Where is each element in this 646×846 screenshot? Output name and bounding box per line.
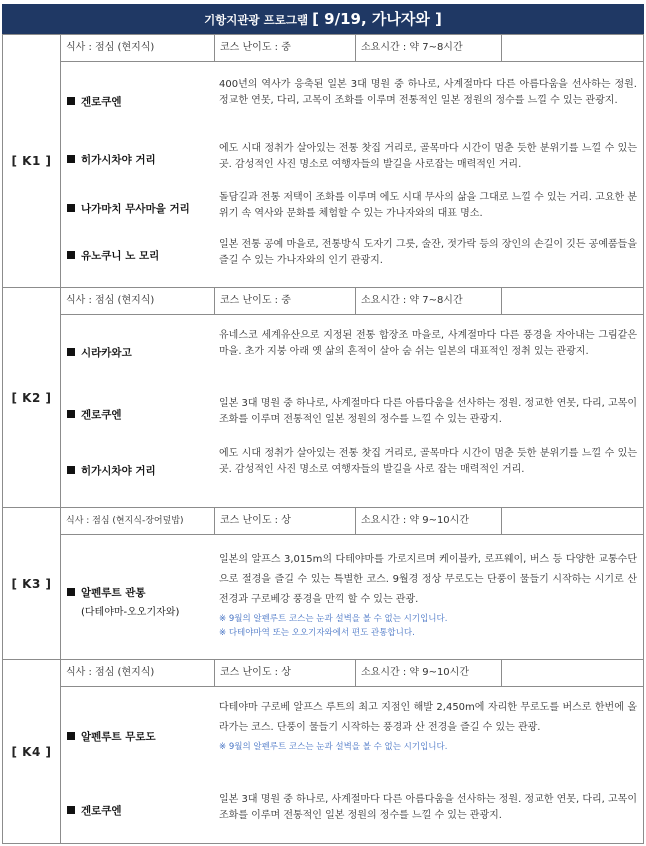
- list-item: [61, 326, 643, 378]
- list-item: [61, 696, 643, 776]
- item-description: 일본 전통 공예 마을로, 전통방식 도자기 그릇, 술잔, 젓가락 등의 장인의 손길이 깃든 공예품들을 즐길 수 있는 가나자와의 인기 관광지.: [219, 239, 637, 266]
- item-description: 일본 3대 명원 중 하나로, 사계절마다 다른 아름다움을 선사하는 정원. 정교한 연못, 다리, 고목이 조화를 이루며 전통적인 일본 정원의 정수를 느낄 수 있는 관광지.: [219, 398, 637, 425]
- item-name: 알펜루트 관통 (다테야마-오오기자와): [67, 546, 217, 656]
- item-description: 유네스코 세계유산으로 지정된 전통 합장조 마을로, 사계절마다 다른 풍경을 자아내는 그림같은 마을. 초가 지붕 아래 옛 삶의 흔적이 살아 숨 쉬는 일본의 대표적인 정취 있는 관광지.: [219, 330, 637, 357]
- item-name: 나가마치 무사마을 거리: [67, 188, 217, 228]
- course-block-k2: [2, 288, 644, 508]
- meal-info: 식사 : 점심 (현지식): [61, 660, 215, 686]
- item-description: 에도 시대 정취가 살아있는 전통 찻집 거리로, 골목마다 시간이 멈춘 듯한 분위기를 느낄 수 있는 곳. 감성적인 사진 명소로 여행자들의 발길을 사로 잡는 매력적인 거리.: [219, 448, 637, 475]
- list-item: [61, 75, 643, 127]
- item-subname: (다테야마-오오기자와): [81, 606, 180, 618]
- bullet-icon: [67, 732, 75, 740]
- course-block-k4: [2, 660, 644, 844]
- item-description: 에도 시대 정취가 살아있는 전통 찻집 거리로, 골목마다 시간이 멈춘 듯한 분위기를 느낄 수 있는 곳. 감성적인 사진 명소로 여행자들의 발길을 사로잡는 매력적인 거리.: [219, 143, 637, 170]
- bullet-icon: [67, 348, 75, 356]
- item-name: 히가시차야 거리: [67, 139, 217, 179]
- item-note: ※ 9월의 알펜루트 코스는 눈과 설벽을 볼 수 없는 시기입니다.: [219, 614, 448, 624]
- duration-info: 소요시간 : 약 9~10시간: [356, 660, 502, 686]
- difficulty-info: 코스 난이도 : 상: [215, 508, 356, 534]
- meal-info: 식사 : 점심 (현지식): [61, 35, 215, 61]
- item-description: 다테야마 구로베 알프스 루트의 최고 지점인 해발 2,450m에 자리한 무로도를 버스로 한번에 올라가는 코스. 단풍이 물들기 시작하는 풍경과 산 전경을 즐길 수 있는 관광. ※ 9월의 알펜루트 코스는 눈과 설벽을 볼 수 없는 시기입니다.: [219, 702, 637, 752]
- list-item: [61, 394, 643, 434]
- title-main: [ 9/19, 가나자와 ]: [312, 10, 442, 28]
- course-info-row: [61, 508, 643, 535]
- item-name: 겐로쿠엔: [67, 75, 217, 127]
- course-info-row: [61, 288, 643, 315]
- item-note: ※ 다테야마역 또는 오오기자와에서 편도 관통합니다.: [219, 628, 415, 638]
- list-item: [61, 546, 643, 656]
- bullet-icon: [67, 251, 75, 259]
- item-name: 히가시차야 거리: [67, 444, 217, 496]
- item-description: 일본 3대 명원 중 하나로, 사계절마다 다른 아름다움을 선사하는 정원. 정교한 연못, 다리, 고목이 조화를 이루며 전통적인 일본 정원의 정수를 느낄 수 있는 관광지.: [219, 794, 637, 821]
- item-note: ※ 9월의 알펜루트 코스는 눈과 설벽을 볼 수 없는 시기입니다.: [219, 742, 448, 752]
- duration-info: 소요시간 : 약 7~8시간: [356, 35, 502, 61]
- list-item: [61, 790, 643, 830]
- course-label: [ K4 ]: [3, 660, 61, 843]
- meal-info: 식사 : 점심 (현지식-장어덮밥): [61, 508, 215, 534]
- item-name: 알펜루트 무로도: [67, 696, 217, 776]
- duration-info: 소요시간 : 약 9~10시간: [356, 508, 502, 534]
- difficulty-info: 코스 난이도 : 중: [215, 288, 356, 314]
- course-block-k1: [2, 34, 644, 288]
- list-item: [61, 188, 643, 228]
- item-name: 시라카와고: [67, 326, 217, 378]
- list-item: [61, 235, 643, 275]
- item-name: 유노쿠니 노 모리: [67, 235, 217, 275]
- course-label: [ K3 ]: [3, 508, 61, 659]
- bullet-icon: [67, 410, 75, 418]
- list-item: [61, 139, 643, 179]
- title-prefix: 기항지관광 프로그램: [204, 13, 309, 27]
- course-block-k3: [2, 508, 644, 660]
- course-label: [ K2 ]: [3, 288, 61, 507]
- item-description: 돌담길과 전통 저택이 조화를 이루며 에도 시대 무사의 삶을 그대로 느낄 수 있는 거리. 고요한 분위기 속 역사와 문화를 체험할 수 있는 가나자와의 대표 명소.: [219, 192, 637, 219]
- bullet-icon: [67, 97, 75, 105]
- course-info-row: [61, 35, 643, 62]
- item-name: 겐로쿠엔: [67, 394, 217, 434]
- difficulty-info: 코스 난이도 : 중: [215, 35, 356, 61]
- item-description: 일본의 알프스 3,015m의 다테야마를 가로지르며 케이블카, 로프웨이, 버스 등 다양한 교통수단으로 절경을 즐길 수 있는 특별한 코스. 9월경 정상 무로도는 단풍이 물들기 시작하는 시기로 산 전경과 구로베강 풍경을 만끽 할 수 있는 관광. ※ 9월의 알펜루트 코스는 눈과 설벽을 볼 수 없는 시기입니다. ※ 다테야마역 또는 오오기자와에서 편도 관통합니다.: [219, 554, 637, 638]
- page-title: [2, 4, 644, 34]
- bullet-icon: [67, 155, 75, 163]
- item-description: 400년의 역사가 응축된 일본 3대 명원 중 하나로, 사계절마다 다른 아름다움을 선사하는 정원. 정교한 연못, 다리, 고목이 조화를 이루며 전통적인 일본 정원의 정수를 느낄 수 있는 관광지.: [219, 79, 637, 106]
- bullet-icon: [67, 588, 75, 596]
- meal-info: 식사 : 점심 (현지식): [61, 288, 215, 314]
- bullet-icon: [67, 204, 75, 212]
- list-item: [61, 444, 643, 496]
- item-name: 겐로쿠엔: [67, 790, 217, 830]
- course-label: [ K1 ]: [3, 35, 61, 287]
- bullet-icon: [67, 806, 75, 814]
- course-info-row: [61, 660, 643, 687]
- duration-info: 소요시간 : 약 7~8시간: [356, 288, 502, 314]
- bullet-icon: [67, 466, 75, 474]
- difficulty-info: 코스 난이도 : 상: [215, 660, 356, 686]
